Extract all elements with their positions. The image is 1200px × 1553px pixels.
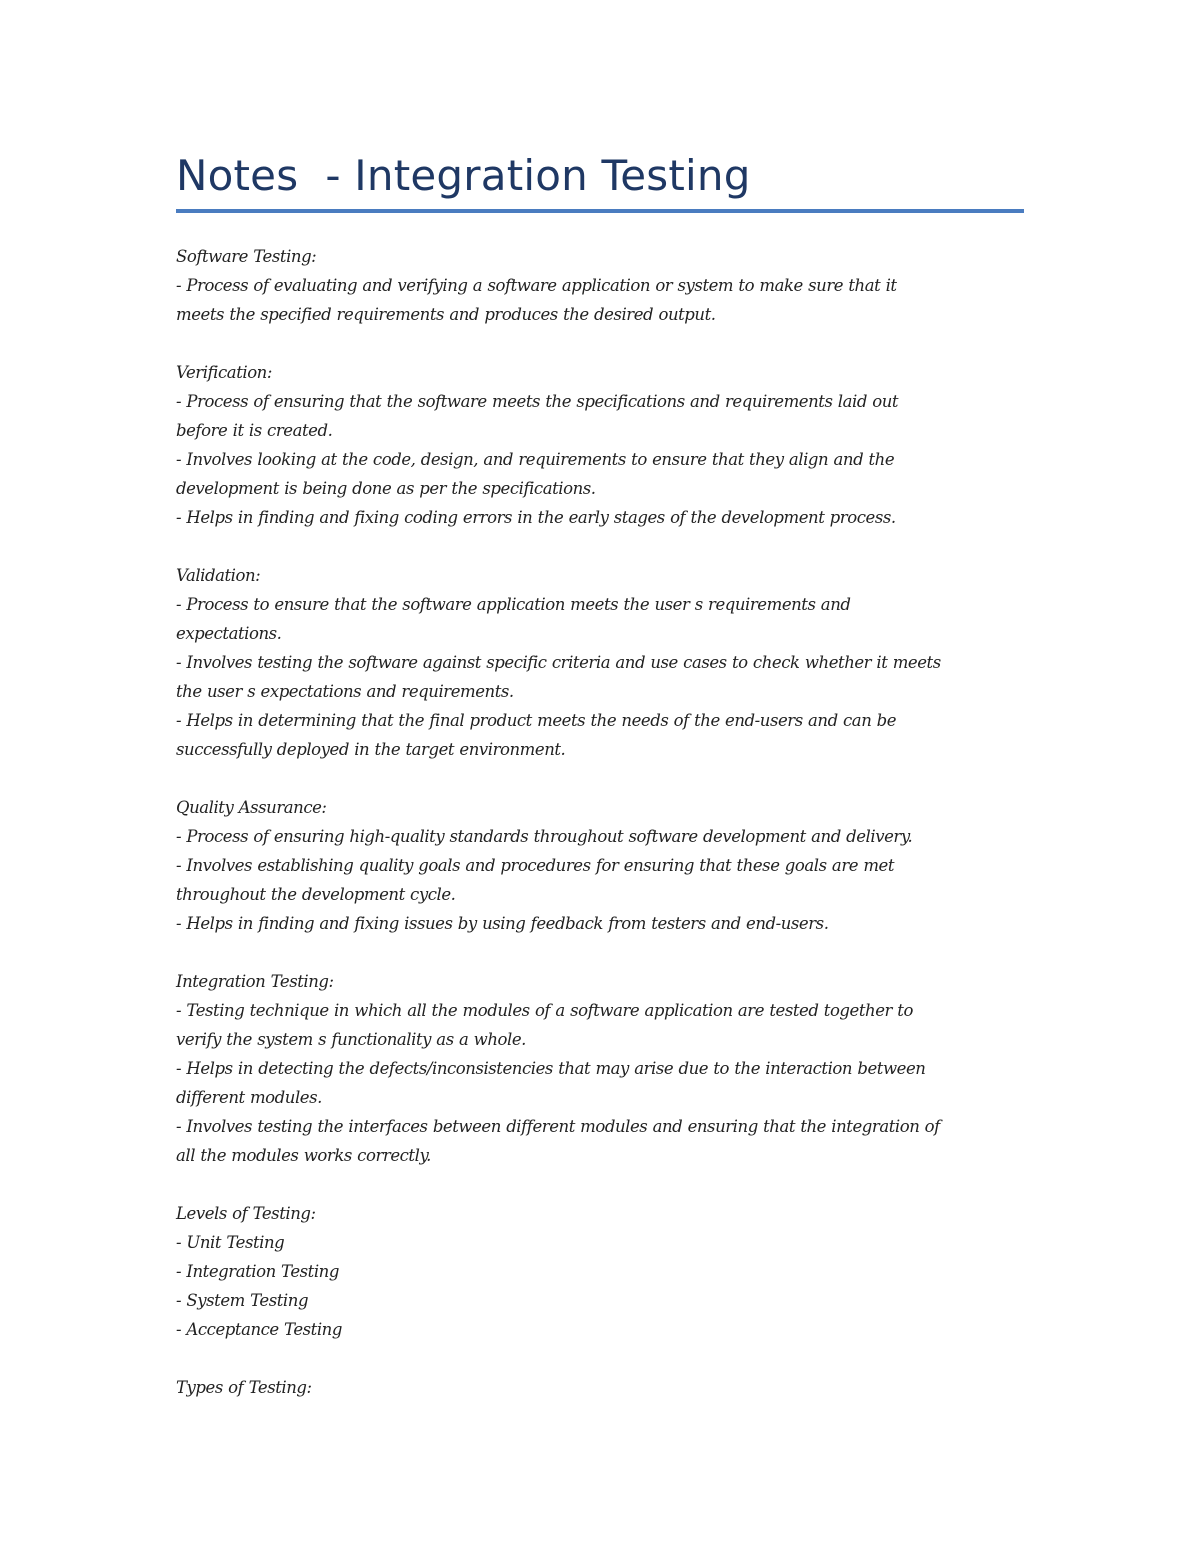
body-line: - Process of ensuring that the software meets the specifications and requirements laid out — [176, 392, 899, 411]
body-line: - Involves looking at the code, design, and requirements to ensure that they align and the — [176, 450, 895, 469]
body-line: all the modules works correctly. — [176, 1146, 431, 1165]
section-heading: Verification: — [176, 363, 272, 382]
section-verification — [176, 358, 1036, 532]
section-integration-testing — [176, 967, 1036, 1170]
section-heading: Software Testing: — [176, 247, 317, 266]
section-software-testing — [176, 242, 1036, 329]
body-line: - Process of ensuring high-quality standards throughout software development and delivery. — [176, 827, 913, 846]
body-line: - Helps in finding and fixing issues by using feedback from testers and end-users. — [176, 914, 829, 933]
body-line: - Helps in detecting the defects/inconsistencies that may arise due to the interaction between — [176, 1059, 926, 1078]
body-line: successfully deployed in the target environment. — [176, 740, 566, 759]
list-item: - Acceptance Testing — [176, 1320, 342, 1339]
body-line: different modules. — [176, 1088, 322, 1107]
section-heading: Validation: — [176, 566, 261, 585]
body-line: before it is created. — [176, 421, 333, 440]
body-line: - Involves testing the interfaces between different modules and ensuring that the integration of — [176, 1117, 940, 1136]
body-line: throughout the development cycle. — [176, 885, 456, 904]
section-quality-assurance — [176, 793, 1036, 938]
list-item: - System Testing — [176, 1291, 309, 1310]
body-line: - Testing technique in which all the modules of a software application are tested together to — [176, 1001, 913, 1020]
section-heading: Types of Testing: — [176, 1378, 312, 1397]
list-item: - Unit Testing — [176, 1233, 285, 1252]
section-heading: Integration Testing: — [176, 972, 334, 991]
body-line: verify the system s functionality as a whole. — [176, 1030, 526, 1049]
body-line: - Process to ensure that the software application meets the user s requirements and — [176, 595, 851, 614]
body-line: expectations. — [176, 624, 282, 643]
section-heading: Levels of Testing: — [176, 1204, 316, 1223]
body-line: the user s expectations and requirements. — [176, 682, 514, 701]
body-line: - Involves establishing quality goals and procedures for ensuring that these goals are met — [176, 856, 895, 875]
section-levels-of-testing — [176, 1199, 1036, 1344]
section-validation — [176, 561, 1036, 764]
body-line: - Process of evaluating and verifying a software application or system to make sure that it — [176, 276, 897, 295]
document-body — [176, 242, 1036, 1431]
title-underline — [176, 209, 1024, 213]
body-line: - Helps in finding and fixing coding errors in the early stages of the development process. — [176, 508, 896, 527]
page-title: Notes - Integration Testing — [176, 151, 751, 200]
section-types-of-testing — [176, 1373, 1036, 1402]
body-line: meets the specified requirements and produces the desired output. — [176, 305, 716, 324]
body-line: development is being done as per the specifications. — [176, 479, 596, 498]
section-heading: Quality Assurance: — [176, 798, 327, 817]
body-line: - Involves testing the software against specific criteria and use cases to check whether it meets — [176, 653, 941, 672]
list-item: - Integration Testing — [176, 1262, 339, 1281]
body-line: - Helps in determining that the final product meets the needs of the end-users and can be — [176, 711, 897, 730]
